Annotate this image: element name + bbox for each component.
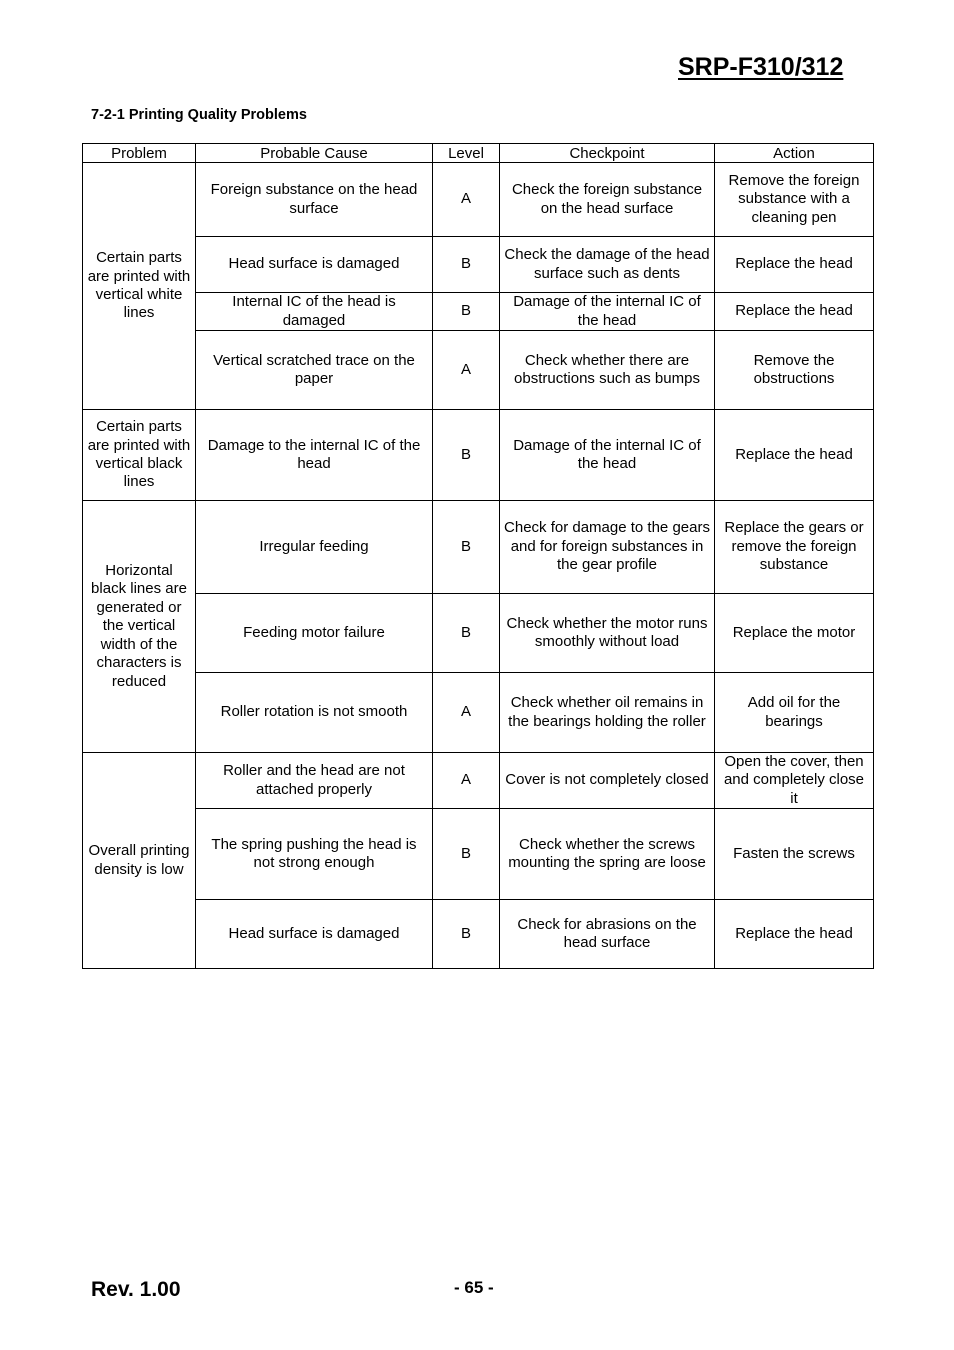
- table-row: [83, 410, 874, 501]
- table-row: [83, 809, 874, 900]
- checkpoint-cell: Check for damage to the gears and for foreign substances in the gear profile: [500, 501, 715, 594]
- action-cell: Replace the head: [715, 293, 874, 331]
- revision-label: Rev. 1.00: [91, 1278, 181, 1301]
- action-cell: Fasten the screws: [715, 809, 874, 900]
- problem-cell: Horizontal black lines are generated or the vertical width of the characters is reduced: [83, 501, 196, 753]
- table-row: [83, 237, 874, 293]
- checkpoint-cell: Check whether the screws mounting the spring are loose: [500, 809, 715, 900]
- table-row: [83, 594, 874, 673]
- level-cell: A: [433, 673, 500, 753]
- table-row: [83, 293, 874, 331]
- column-header-problem: Problem: [83, 144, 196, 163]
- problem-cell: Certain parts are printed with vertical black lines: [83, 410, 196, 501]
- section-heading: 7-2-1 Printing Quality Problems: [91, 107, 307, 123]
- level-cell: B: [433, 293, 500, 331]
- action-cell: Add oil for the bearings: [715, 673, 874, 753]
- cause-cell: Internal IC of the head is damaged: [196, 293, 433, 331]
- table-row: [83, 900, 874, 969]
- level-cell: B: [433, 501, 500, 594]
- cause-cell: The spring pushing the head is not strong enough: [196, 809, 433, 900]
- action-cell: Replace the head: [715, 410, 874, 501]
- cause-cell: Roller and the head are not attached properly: [196, 753, 433, 809]
- cause-cell: Feeding motor failure: [196, 594, 433, 673]
- checkpoint-cell: Check whether there are obstructions such as bumps: [500, 331, 715, 410]
- action-cell: Remove the obstructions: [715, 331, 874, 410]
- cause-cell: Vertical scratched trace on the paper: [196, 331, 433, 410]
- checkpoint-cell: Check the foreign substance on the head surface: [500, 163, 715, 237]
- table-header-row: [83, 144, 874, 163]
- cause-cell: Head surface is damaged: [196, 900, 433, 969]
- action-cell: Replace the gears or remove the foreign substance: [715, 501, 874, 594]
- cause-cell: Roller rotation is not smooth: [196, 673, 433, 753]
- checkpoint-cell: Check whether oil remains in the bearings holding the roller: [500, 673, 715, 753]
- action-cell: Replace the head: [715, 237, 874, 293]
- action-cell: Replace the head: [715, 900, 874, 969]
- action-cell: Remove the foreign substance with a cleaning pen: [715, 163, 874, 237]
- page-number: - 65 -: [454, 1278, 494, 1297]
- level-cell: A: [433, 163, 500, 237]
- problem-cell: Overall printing density is low: [83, 753, 196, 969]
- checkpoint-cell: Check the damage of the head surface such as dents: [500, 237, 715, 293]
- level-cell: B: [433, 594, 500, 673]
- checkpoint-cell: Damage of the internal IC of the head: [500, 410, 715, 501]
- level-cell: B: [433, 809, 500, 900]
- action-cell: Open the cover, then and completely close it: [715, 753, 874, 809]
- column-header-probable-cause: Probable Cause: [196, 144, 433, 163]
- action-cell: Replace the motor: [715, 594, 874, 673]
- table-row: [83, 501, 874, 594]
- table-row: [83, 753, 874, 809]
- table-row: [83, 331, 874, 410]
- cause-cell: Foreign substance on the head surface: [196, 163, 433, 237]
- problem-cell: Certain parts are printed with vertical white lines: [83, 163, 196, 410]
- checkpoint-cell: Check whether the motor runs smoothly without load: [500, 594, 715, 673]
- column-header-action: Action: [715, 144, 874, 163]
- level-cell: B: [433, 900, 500, 969]
- table-row: [83, 163, 874, 237]
- level-cell: B: [433, 237, 500, 293]
- column-header-checkpoint: Checkpoint: [500, 144, 715, 163]
- level-cell: B: [433, 410, 500, 501]
- printing-quality-table: [82, 143, 874, 969]
- table-row: [83, 673, 874, 753]
- checkpoint-cell: Check for abrasions on the head surface: [500, 900, 715, 969]
- level-cell: A: [433, 753, 500, 809]
- level-cell: A: [433, 331, 500, 410]
- column-header-level: Level: [433, 144, 500, 163]
- cause-cell: Head surface is damaged: [196, 237, 433, 293]
- cause-cell: Damage to the internal IC of the head: [196, 410, 433, 501]
- document-model-title: SRP-F310/312: [678, 53, 844, 81]
- checkpoint-cell: Damage of the internal IC of the head: [500, 293, 715, 331]
- checkpoint-cell: Cover is not completely closed: [500, 753, 715, 809]
- cause-cell: Irregular feeding: [196, 501, 433, 594]
